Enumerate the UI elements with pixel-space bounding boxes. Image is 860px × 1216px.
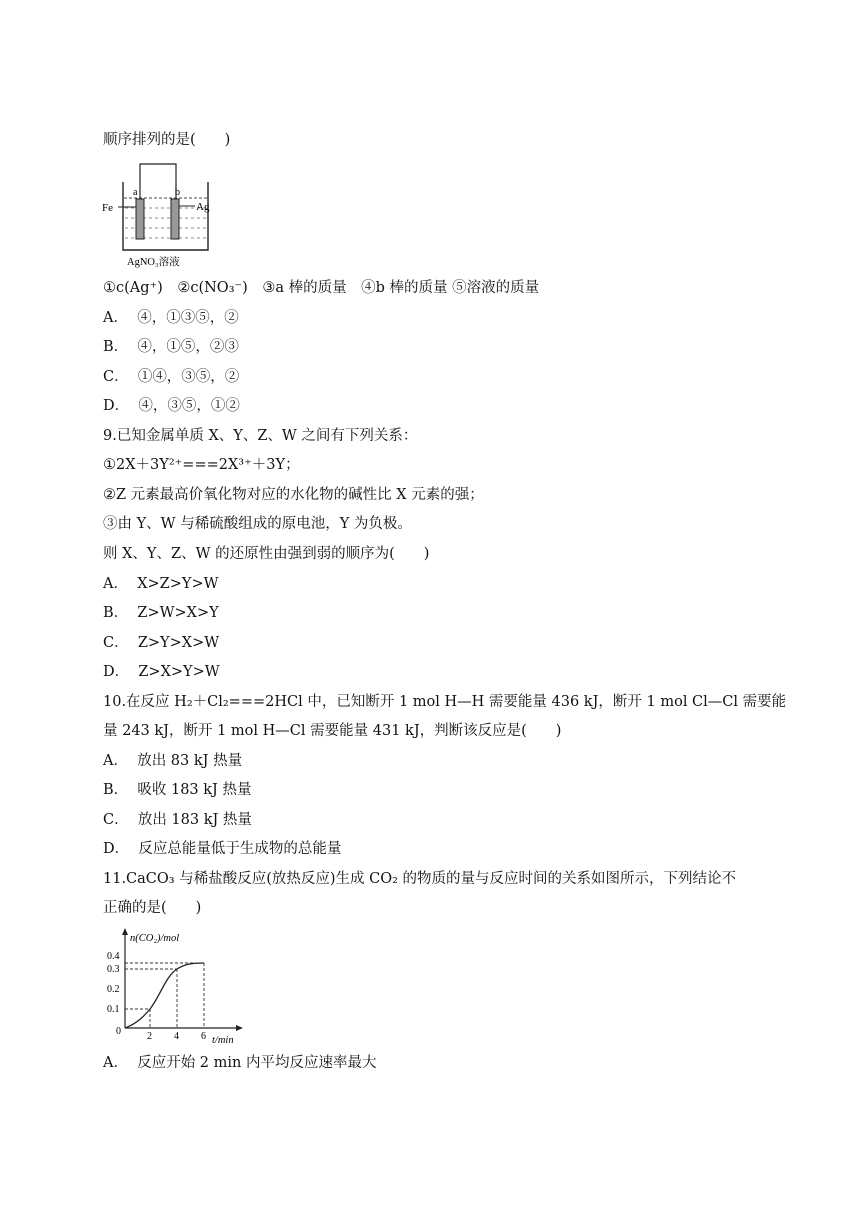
text-line: 则 X、Y、Z、W 的还原性由强到弱的顺序为( ) xyxy=(103,546,430,562)
text-line: ③由 Y、W 与稀硫酸组成的原电池，Y 为负极。 xyxy=(103,516,412,532)
x-tick: 4 xyxy=(174,1031,179,1042)
option-b: B． ④，①⑤，②③ xyxy=(103,339,239,355)
cell-caption: AgNO₃溶液 xyxy=(127,257,180,268)
text-line: ①2X＋3Y²⁺===2X³⁺＋3Y； xyxy=(103,457,300,473)
co2-time-graph xyxy=(100,926,250,1046)
question-11: 11.CaCO₃ 与稀盐酸反应(放热反应)生成 CO₂ 的物质的量与反应时间的关系如图所示，下列结论不 xyxy=(103,871,737,887)
option-d: D． ④，③⑤，①② xyxy=(103,398,240,414)
option-c: C． 放出 183 kJ 热量 xyxy=(103,812,252,828)
text-line: 顺序排列的是( ) xyxy=(103,132,231,148)
origin-tick: 0 xyxy=(116,1026,121,1037)
fe-label: Fe xyxy=(102,202,113,214)
electrolysis-cell-figure xyxy=(100,162,215,272)
text-line: ①c(Ag⁺) ②c(NO₃⁻) ③a 棒的质量 ④b 棒的质量 ⑤溶液的质量 xyxy=(103,280,540,296)
option-a: A． ④，①③⑤，② xyxy=(103,310,239,326)
option-a: A． 放出 83 kJ 热量 xyxy=(103,753,243,769)
option-a: A． X>Z>Y>W xyxy=(103,576,219,592)
y-tick: 0.3 xyxy=(107,964,120,975)
option-b: B． Z>W>X>Y xyxy=(103,605,219,621)
graph-ylabel: n(CO₂)/mol xyxy=(130,933,180,944)
x-tick: 2 xyxy=(147,1031,152,1042)
graph-xlabel: t/min xyxy=(212,1035,234,1046)
question-10: 10.在反应 H₂＋Cl₂===2HCl 中，已知断开 1 mol H—H 需要能量 436 kJ，断开 1 mol Cl—Cl 需要能 xyxy=(103,694,787,710)
option-a: A． 反应开始 2 min 内平均反应速率最大 xyxy=(103,1055,377,1071)
y-tick: 0.2 xyxy=(107,984,120,995)
option-c: C． ①④，③⑤，② xyxy=(103,369,240,385)
y-tick: 0.1 xyxy=(107,1004,120,1015)
text-line: 正确的是( ) xyxy=(103,900,202,916)
ag-label: Ag xyxy=(196,201,210,213)
text-line: ②Z 元素最高价氧化物对应的水化物的碱性比 X 元素的强； xyxy=(103,487,484,503)
y-tick: 0.4 xyxy=(107,951,120,962)
electrode-b-label: b xyxy=(175,187,180,198)
option-b: B． 吸收 183 kJ 热量 xyxy=(103,782,252,798)
option-d: D． 反应总能量低于生成物的总能量 xyxy=(103,841,342,857)
question-9: 9.已知金属单质 X、Y、Z、W 之间有下列关系： xyxy=(103,428,418,444)
option-d: D． Z>X>Y>W xyxy=(103,664,220,680)
x-tick: 6 xyxy=(201,1031,206,1042)
electrode-a-label: a xyxy=(133,187,138,198)
text-line: 量 243 kJ，断开 1 mol H—Cl 需要能量 431 kJ，判断该反应是( ) xyxy=(103,723,562,739)
option-c: C． Z>Y>X>W xyxy=(103,635,220,651)
